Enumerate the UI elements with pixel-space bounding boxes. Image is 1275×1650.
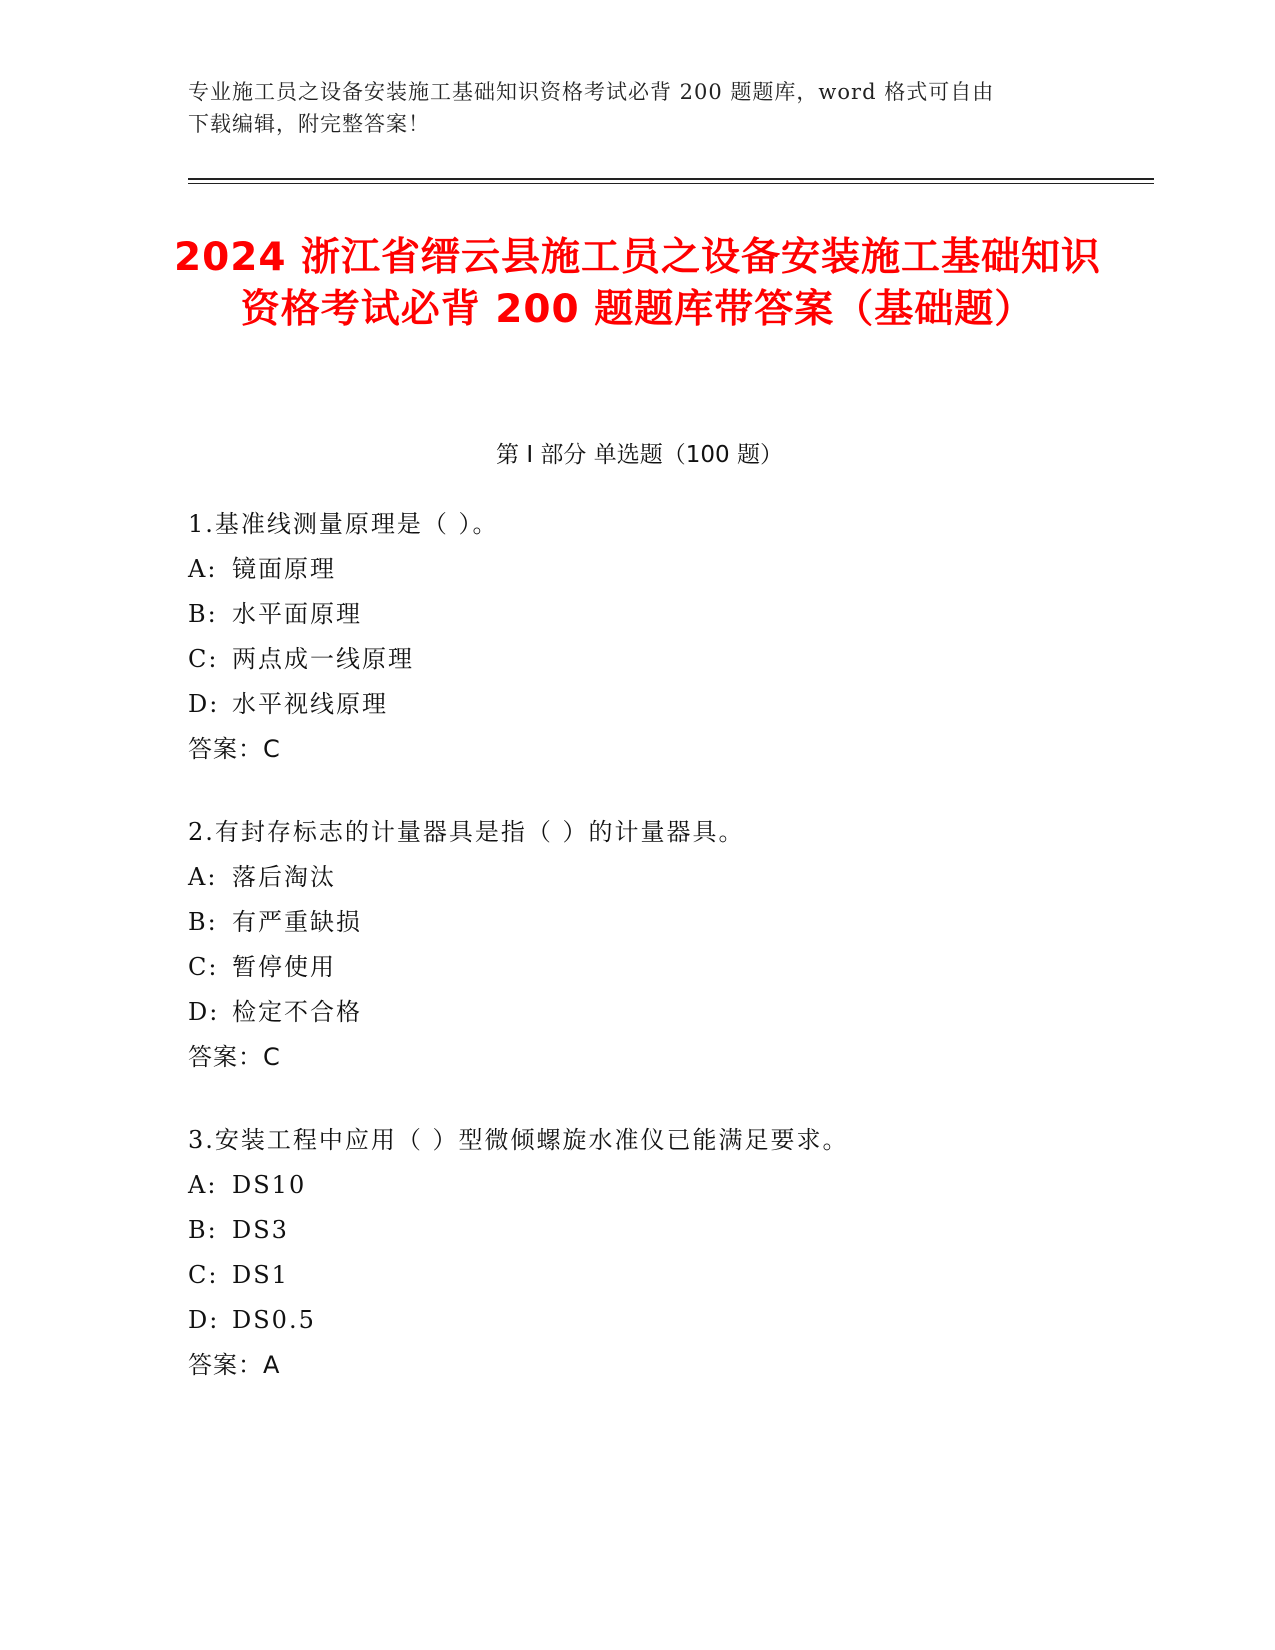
option-letter: C: (188, 953, 219, 981)
option-c (188, 637, 1128, 682)
option-a (188, 1163, 1128, 1208)
question-stem: 1.基准线测量原理是（ ）。 (188, 510, 499, 538)
section-heading: 第 I 部分 单选题（100 题） (496, 442, 783, 468)
option-letter: D: (188, 690, 220, 718)
answer-line: 答案：A (188, 1351, 281, 1379)
option-text: 水平面原理 (232, 600, 362, 628)
option-letter: A: (188, 555, 218, 583)
option-c (188, 945, 1128, 990)
header-divider-thick (188, 178, 1154, 180)
option-b (188, 900, 1128, 945)
option-text: DS1 (232, 1261, 289, 1289)
option-letter: A: (188, 1171, 218, 1199)
option-letter: A: (188, 863, 218, 891)
answer-line: 答案：C (188, 735, 281, 763)
option-letter: C: (188, 1261, 219, 1289)
option-text: 落后淘汰 (232, 863, 336, 891)
option-a (188, 855, 1128, 900)
question-2 (188, 810, 1128, 1080)
option-c (188, 1253, 1128, 1298)
option-letter: D: (188, 998, 220, 1026)
question-3 (188, 1118, 1128, 1388)
answer-line: 答案：C (188, 1043, 281, 1071)
header-note-line-1: 专业施工员之设备安装施工基础知识资格考试必背 200 题题库，word 格式可自由 (188, 80, 995, 104)
option-text: 两点成一线原理 (232, 645, 414, 673)
header-note-line-2: 下载编辑，附完整答案！ (188, 112, 430, 136)
option-text: DS10 (232, 1171, 307, 1199)
option-text: DS0.5 (232, 1306, 316, 1334)
option-a (188, 547, 1128, 592)
option-text: 暂停使用 (232, 953, 336, 981)
document-title: 2024 浙江省缙云县施工员之设备安装施工基础知识资格考试必背 200 题题库带答案（基础题） (173, 235, 1102, 332)
option-letter: C: (188, 645, 219, 673)
option-b (188, 592, 1128, 637)
option-letter: B: (188, 600, 218, 628)
question-stem: 2.有封存标志的计量器具是指（ ）的计量器具。 (188, 818, 745, 846)
option-letter: B: (188, 1216, 218, 1244)
option-text: 有严重缺损 (232, 908, 362, 936)
option-text: 水平视线原理 (232, 690, 388, 718)
option-letter: D: (188, 1306, 220, 1334)
option-text: 镜面原理 (232, 555, 336, 583)
option-letter: B: (188, 908, 218, 936)
option-text: 检定不合格 (232, 998, 362, 1026)
option-d (188, 990, 1128, 1035)
option-text: DS3 (232, 1216, 289, 1244)
header-divider-thin (188, 183, 1154, 184)
header-note (188, 76, 1078, 140)
question-1 (188, 502, 1128, 772)
option-d (188, 682, 1128, 727)
question-stem: 3.安装工程中应用（ ）型微倾螺旋水准仪已能满足要求。 (188, 1126, 849, 1154)
option-d (188, 1298, 1128, 1343)
option-b (188, 1208, 1128, 1253)
